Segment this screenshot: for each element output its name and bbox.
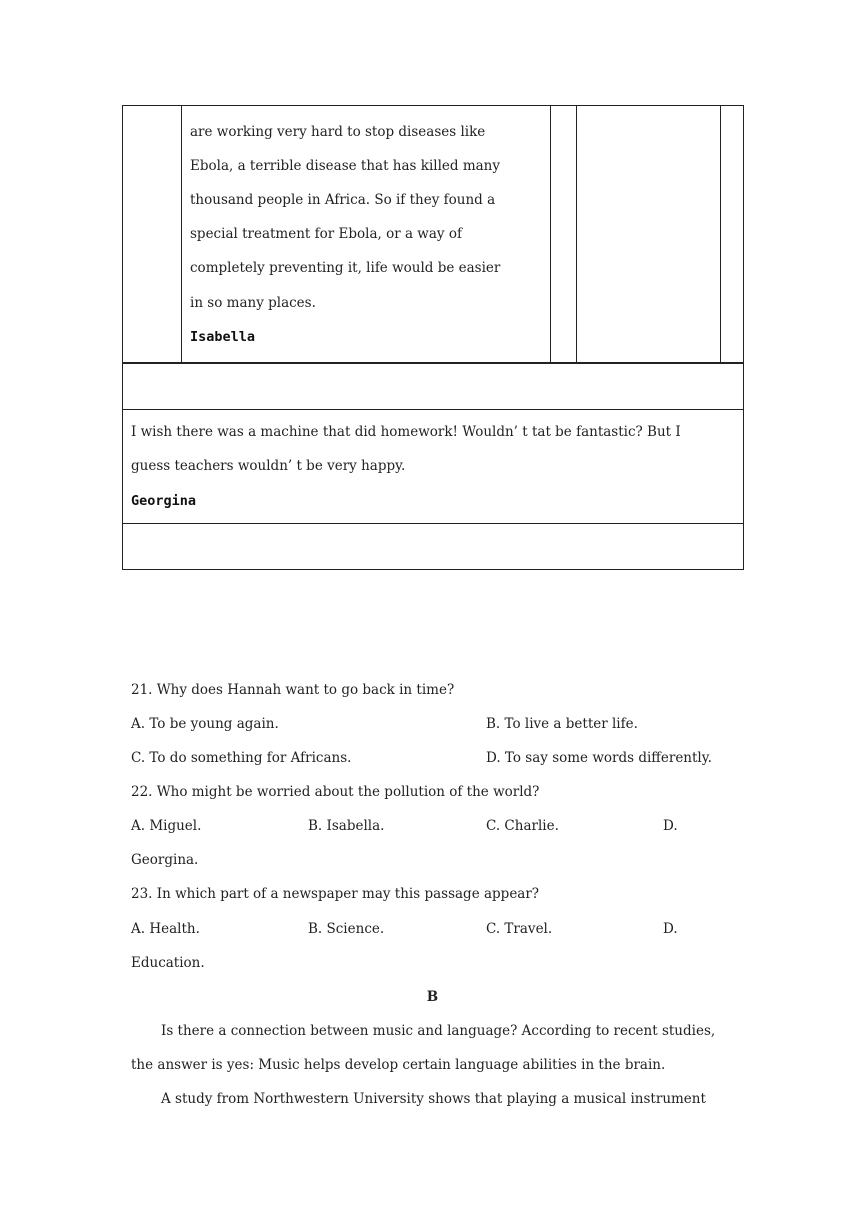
text-line: special treatment for Ebola, or a way of: [190, 226, 462, 242]
text-line: I wish there was a machine that did homework! Wouldn’ t tat be fantastic? But I: [131, 424, 681, 440]
option-d: D.: [663, 921, 678, 937]
question-22: 22. Who might be worried about the pollution of the world?: [131, 784, 540, 800]
paragraph-line: the answer is yes: Music helps develop certain language abilities in the brain.: [131, 1057, 666, 1073]
section-heading: B: [426, 989, 439, 1005]
option-a: A. Health.: [131, 921, 200, 937]
option-c: C. To do something for Africans.: [131, 750, 352, 766]
text-line: completely preventing it, life would be easier: [190, 260, 501, 276]
option-d: D.: [663, 818, 678, 834]
question-23: 23. In which part of a newspaper may this passage appear?: [131, 886, 540, 902]
author-name: Georgina: [131, 493, 197, 509]
text-line: thousand people in Africa. So if they found a: [190, 192, 496, 208]
option-d-text: Education.: [131, 955, 205, 971]
text-line: Ebola, a terrible disease that has killed many: [190, 158, 500, 174]
text-line: are working very hard to stop diseases like: [190, 124, 486, 140]
option-d-text: Georgina.: [131, 852, 199, 868]
paragraph-line: A study from Northwestern University shows that playing a musical instrument: [161, 1091, 706, 1107]
option-c: C. Charlie.: [486, 818, 559, 834]
text-line: in so many places.: [190, 295, 316, 311]
question-21: 21. Why does Hannah want to go back in time?: [131, 682, 455, 698]
paragraph-line: Is there a connection between music and language? According to recent studies,: [161, 1023, 716, 1039]
text-line: guess teachers wouldn’ t be very happy.: [131, 458, 406, 474]
option-b: B. Isabella.: [308, 818, 385, 834]
option-a: A. To be young again.: [131, 716, 279, 732]
option-b: B. To live a better life.: [486, 716, 638, 732]
option-b: B. Science.: [308, 921, 385, 937]
option-d: D. To say some words differently.: [486, 750, 712, 766]
option-c: C. Travel.: [486, 921, 553, 937]
author-name: Isabella: [190, 329, 256, 345]
option-a: A. Miguel.: [131, 818, 202, 834]
